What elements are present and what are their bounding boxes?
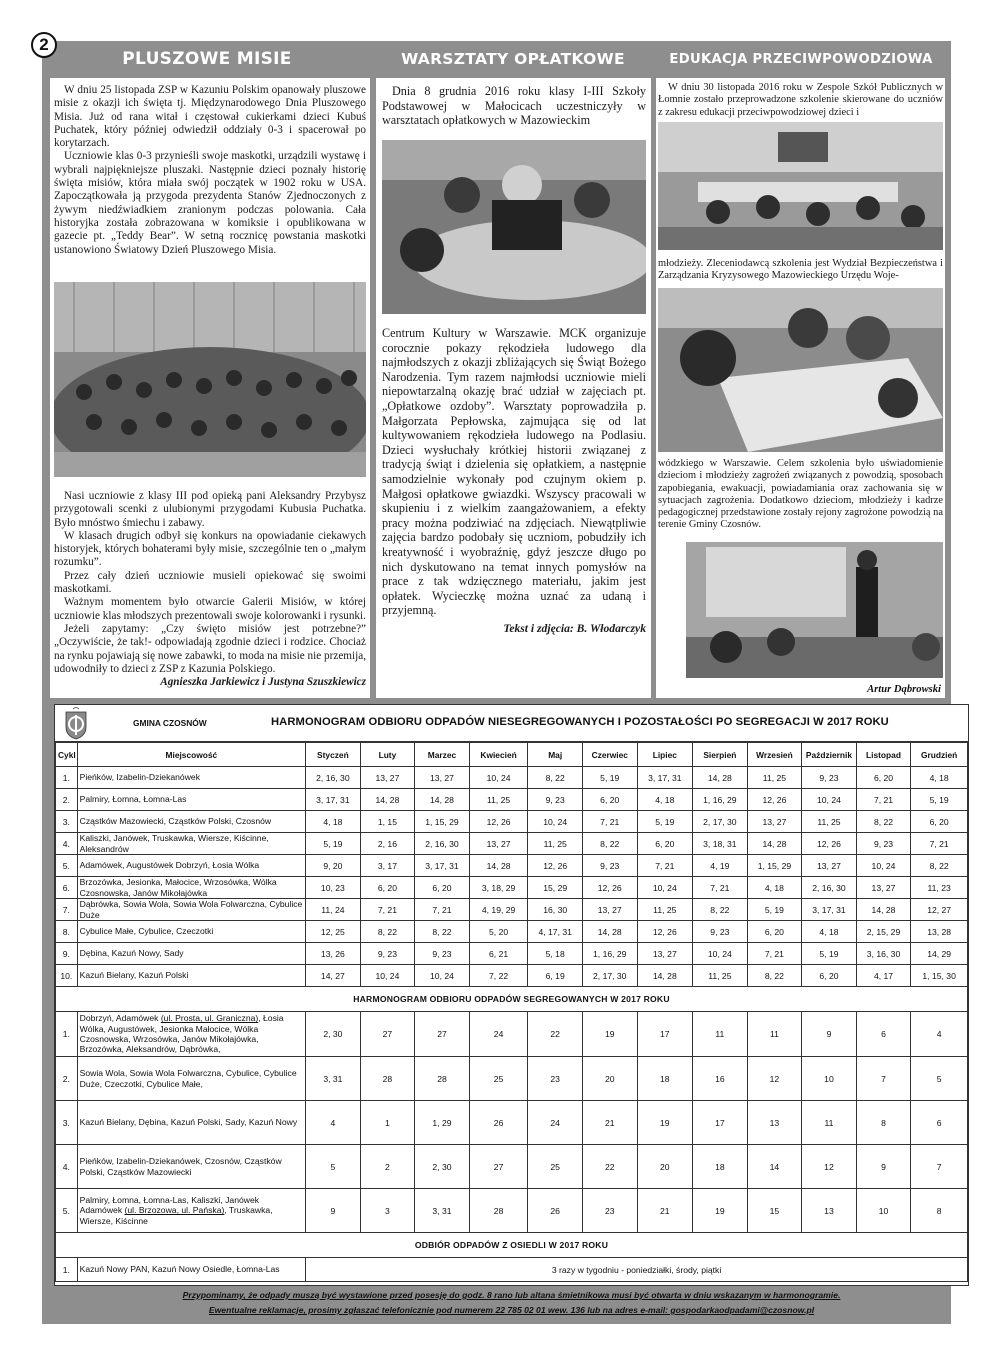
collection-dates: 19 [693, 1189, 748, 1233]
gmina-name: GMINA CZOSNÓW [133, 718, 207, 728]
collection-dates: 1, 16, 29 [582, 943, 637, 965]
collection-dates: 14, 28 [360, 789, 415, 811]
collection-dates: 13, 27 [637, 943, 693, 965]
collection-dates: 10 [802, 1057, 857, 1101]
collection-dates: 3, 31 [415, 1189, 470, 1233]
collection-dates: 11, 25 [747, 767, 802, 789]
collection-dates: 2, 17, 30 [693, 811, 748, 833]
schedule-row-unsorted [56, 965, 968, 987]
collection-dates: 25 [528, 1145, 583, 1189]
collection-dates: 10, 24 [802, 789, 857, 811]
collection-dates: 10, 24 [469, 767, 528, 789]
collection-dates: 14, 28 [637, 965, 693, 987]
collection-dates: 10, 24 [637, 877, 693, 899]
column-header-month: Maj [528, 743, 583, 767]
collection-dates: 7, 21 [637, 855, 693, 877]
place-names: Pieńków, Izabelin-Dziekanówek [77, 767, 306, 789]
heading-edukacja-przeciwpowodziowa: EDUKACJA PRZECIWPOWODZIOWA [669, 51, 933, 67]
section-title-row [56, 1233, 968, 1258]
collection-dates: 4 [306, 1101, 361, 1145]
cycle-number: 9. [56, 943, 78, 965]
author-signature: Tekst i zdjęcia: B. Włodarczyk [503, 621, 646, 635]
collection-dates: 19 [582, 1012, 637, 1057]
collection-dates: 5, 20 [469, 921, 528, 943]
paragraph: W klasach drugich odbył się konkurs na opowiadanie ciekawych historyjek, których bohaterami były misie, szczególnie ten o „małym rozumku”. [54, 529, 366, 569]
collection-dates: 13, 27 [802, 855, 857, 877]
collection-dates: 14, 27 [306, 965, 361, 987]
collection-dates: 8, 22 [582, 833, 637, 855]
collection-dates: 13, 27 [856, 877, 911, 899]
collection-dates: 5, 19 [911, 789, 968, 811]
collection-dates: 13, 27 [469, 833, 528, 855]
collection-dates: 19 [637, 1101, 693, 1145]
collection-dates: 4, 18 [802, 921, 857, 943]
schedule-row-sorted [56, 1145, 968, 1189]
collection-dates: 14, 28 [415, 789, 470, 811]
collection-dates: 2, 15, 29 [856, 921, 911, 943]
collection-dates: 9, 23 [360, 943, 415, 965]
place-names: Kaliszki, Janówek, Truskawka, Wiersze, Kiścinne, Aleksandrów [77, 833, 306, 855]
collection-dates: 20 [582, 1057, 637, 1101]
place-text: Kazuń Bielany, Dębina, Kazuń Polski, Sady, Kazuń Nowy [79, 1117, 298, 1128]
waste-collection-schedule [54, 704, 969, 1286]
collection-dates: 5, 19 [582, 767, 637, 789]
collection-dates: 9, 23 [415, 943, 470, 965]
schedule-row-unsorted [56, 899, 968, 921]
collection-dates: 4, 18 [911, 767, 968, 789]
collection-dates: 10, 24 [415, 965, 470, 987]
collection-dates: 12, 26 [802, 833, 857, 855]
collection-dates: 4, 17, 31 [528, 921, 583, 943]
place-text: Pieńków, Izabelin-Dziekanówek, Czosnów, Cząstków Polski, Cząstków Mazowiecki [79, 1156, 282, 1177]
collection-dates: 14, 28 [856, 899, 911, 921]
collection-dates: 10, 23 [306, 877, 361, 899]
collection-dates: 16 [693, 1057, 748, 1101]
place-names: Dąbrówka, Sowia Wola, Sowia Wola Folwarczna, Cybulice Duże [77, 899, 306, 921]
place-names: Kazuń Bielany, Kazuń Polski [77, 965, 306, 987]
cycle-number: 1. [56, 1258, 78, 1282]
collection-dates: 11, 25 [528, 833, 583, 855]
section-title-estates: ODBIÓR ODPADÓW Z OSIEDLI W 2017 ROKU [56, 1233, 968, 1258]
schedule-row-unsorted [56, 833, 968, 855]
place-names [77, 1189, 306, 1233]
schedule-row-unsorted [56, 877, 968, 899]
photo-instructor-map [686, 542, 943, 678]
collection-dates: 8, 22 [528, 767, 583, 789]
collection-dates: 6, 20 [802, 965, 857, 987]
column-header-month: Wrzesień [747, 743, 802, 767]
collection-dates: 6, 20 [360, 877, 415, 899]
collection-dates: 7, 21 [415, 899, 470, 921]
collection-dates: 3 [360, 1189, 415, 1233]
collection-dates: 14, 28 [582, 921, 637, 943]
collection-dates: 9 [856, 1145, 911, 1189]
column-header-month: Październik [802, 743, 857, 767]
collection-dates: 3, 18, 29 [469, 877, 528, 899]
schedule-row-unsorted [56, 811, 968, 833]
collection-dates: 11, 25 [693, 965, 748, 987]
collection-dates: 5, 18 [528, 943, 583, 965]
page-number: 2 [31, 32, 57, 58]
collection-dates: 12, 27 [911, 899, 968, 921]
collection-dates: 8, 22 [693, 899, 748, 921]
collection-dates: 7 [911, 1145, 968, 1189]
photo-flood-map [658, 288, 943, 452]
collection-dates: 5 [306, 1145, 361, 1189]
paragraph: młodzieży. Zleceniodawcą szkolenia jest Wydział Bezpieczeństwa i Zarządzania Kryzysowego Mazowieckiego Urzędu Woje- [658, 258, 943, 282]
schedule-row-unsorted [56, 855, 968, 877]
paragraph: Centrum Kultury w Warszawie. MCK organizuje corocznie pokazy rękodzieła ludowego dla najmłodszych z okazji zbliżających się Świąt Bożego Narodzenia. Tym razem najmłodsi uczniowie mieli niepowtarzalną okazję brać udział w zajęciach pt. „Opłatkowe ozdoby”. Warsztaty poprowadziła p. Małgorzata Pepłowska, zajmująca się od lat kultywowaniem rękodzieła ludowego na Podlasiu. Dzieci wysłuchały krótkiej historii związanej z tradycją świąt i dzielenia się opłatkiem, a następnie samodzielnie wykonały pod czujnym okiem p. Małgosi opłatkowe gwiazdki. Wszyscy pracowali w skupieniu i z wielkim zaangażowaniem, a efekty pracy można podziwiać na zdjęciach. Niewątpliwie zajęcia bardzo podobały się uczniom, pobudziły ich kreatywność i wyobraźnię, gdyż jeszcze długo po nich dyskutowano na temat innych pomysłów na prace z tak wdzięcznego materiału, jakim jest opłatek. Wycieczkę można uznać za udaną i przyjemną. [382, 326, 646, 618]
cycle-number: 1. [56, 1012, 78, 1057]
author-signature: Artur Dąbrowski [867, 684, 941, 695]
place-names: Brzozówka, Jesionka, Małocice, Wrzosówka, Wólka Czosnowska, Janów Mikołajówka [77, 877, 306, 899]
collection-dates: 22 [528, 1012, 583, 1057]
collection-dates: 7, 21 [360, 899, 415, 921]
collection-dates: 21 [637, 1189, 693, 1233]
collection-dates: 11, 25 [802, 811, 857, 833]
collection-dates: 10, 24 [693, 943, 748, 965]
collection-dates: 28 [415, 1057, 470, 1101]
collection-dates: 26 [469, 1101, 528, 1145]
cycle-number: 6. [56, 877, 78, 899]
article-continued [658, 258, 943, 283]
street-names: (ul. Brzozowa, ul. Pańska) [124, 1205, 225, 1216]
cycle-number: 10. [56, 965, 78, 987]
collection-dates: 14, 29 [911, 943, 968, 965]
place-names: Kazuń Nowy PAN, Kazuń Nowy Osiedle, Łomna-Las [77, 1258, 306, 1282]
schedule-header [55, 705, 968, 742]
collection-dates: 4, 18 [306, 811, 361, 833]
place-names: Cybulice Małe, Cybulice, Czeczotki [77, 921, 306, 943]
collection-dates: 6, 20 [582, 789, 637, 811]
schedule-title: HARMONOGRAM ODBIORU ODPADÓW NIESEGREGOWANYCH I POZOSTAŁOŚCI PO SEGREGACJI W 2017 ROKU [271, 716, 889, 728]
collection-dates: 14, 28 [469, 855, 528, 877]
schedule-table [55, 742, 968, 1282]
collection-dates: 12, 25 [306, 921, 361, 943]
place-text: , Łosia Wólka, Augustówek, Jesionka Małocice, Wólka Czosnowska, Wrzosówka, Janów Mikołajówka, Brzozówka, Aleksandrów, Dąbrówka, [79, 1013, 284, 1055]
cycle-number: 7. [56, 899, 78, 921]
collection-dates: 7, 21 [911, 833, 968, 855]
collection-dates: 6, 20 [637, 833, 693, 855]
collection-dates: 7, 21 [747, 943, 802, 965]
paragraph: W dniu 30 listopada 2016 roku w Zespole Szkół Publicznych w Łomnie zostało przeprowadzone szkolenie skierowane do uczniów z zakresu edukacji przeciwpowodziowej dzieci i [658, 82, 943, 118]
collection-dates: 6 [856, 1012, 911, 1057]
collection-dates: 13 [802, 1189, 857, 1233]
collection-dates: 7 [856, 1057, 911, 1101]
schedule-row-sorted [56, 1101, 968, 1145]
collection-dates: 25 [469, 1057, 528, 1101]
collection-dates: 9 [802, 1012, 857, 1057]
collection-dates: 8, 22 [856, 811, 911, 833]
collection-dates: 6 [911, 1101, 968, 1145]
collection-dates: 1, 29 [415, 1101, 470, 1145]
collection-dates: 8, 22 [747, 965, 802, 987]
collection-dates: 2 [360, 1145, 415, 1189]
collection-dates: 6, 20 [415, 877, 470, 899]
collection-dates: 13, 27 [582, 899, 637, 921]
photo-wafer-workshop [382, 140, 646, 314]
collection-dates: 4, 18 [747, 877, 802, 899]
collection-dates: 11 [693, 1012, 748, 1057]
collection-dates: 5, 19 [306, 833, 361, 855]
collection-dates: 14, 28 [747, 833, 802, 855]
collection-dates: 9, 23 [528, 789, 583, 811]
collection-dates: 8, 22 [360, 921, 415, 943]
collection-dates: 11, 24 [306, 899, 361, 921]
collection-dates: 11 [802, 1101, 857, 1145]
collection-dates: 12, 26 [637, 921, 693, 943]
collection-dates: 22 [582, 1145, 637, 1189]
collection-dates: 7, 21 [693, 877, 748, 899]
author-signature: Agnieszka Jarkiewicz i Justyna Szuszkiewicz [160, 676, 366, 689]
collection-dates: 6, 19 [528, 965, 583, 987]
paragraph: Jeżeli zapytamy: „Czy święto misiów jest potrzebne?” „Oczywiście, że tak!- odpowiadają zgodnie dzieci i rodzice. Chociaż na rynku pojawiają się nowe zabawki, to moda na misie nie przemija, udowodniły to dzieci z ZSP z Kazunia Polskiego. [54, 622, 366, 675]
collection-dates: 28 [360, 1057, 415, 1101]
collection-dates: 28 [469, 1189, 528, 1233]
collection-dates: 21 [582, 1101, 637, 1145]
collection-dates: 9, 23 [693, 921, 748, 943]
place-names [77, 1057, 306, 1101]
collection-dates: 5, 19 [747, 899, 802, 921]
collection-dates: 2, 16, 30 [802, 877, 857, 899]
collection-dates: 24 [528, 1101, 583, 1145]
collection-dates: 27 [415, 1012, 470, 1057]
collection-dates: 15 [747, 1189, 802, 1233]
collection-dates: 9, 23 [856, 833, 911, 855]
collection-dates: 6, 20 [856, 767, 911, 789]
gmina-crest-icon [63, 707, 89, 740]
collection-dates: 1, 15, 29 [415, 811, 470, 833]
collection-dates: 3, 18, 31 [693, 833, 748, 855]
article-edukacja-przeciwpowodziowa [656, 78, 945, 698]
collection-dates: 3, 16, 30 [856, 943, 911, 965]
place-names: Cząstków Mazowiecki, Cząstków Polski, Czosnów [77, 811, 306, 833]
collection-dates: 23 [528, 1057, 583, 1101]
collection-dates: 3, 31 [306, 1057, 361, 1101]
column-header-place: Miejscowość [77, 743, 306, 767]
photo-classroom-training [658, 122, 943, 250]
collection-dates: 1, 15 [360, 811, 415, 833]
collection-dates: 12, 26 [747, 789, 802, 811]
collection-dates: 3, 17, 31 [802, 899, 857, 921]
collection-dates: 3, 17, 31 [415, 855, 470, 877]
section-title-sorted: HARMONOGRAM ODBIORU ODPADÓW SEGREGOWANYCH W 2017 ROKU [56, 987, 968, 1012]
collection-dates: 10, 24 [360, 965, 415, 987]
collection-dates: 1 [360, 1101, 415, 1145]
collection-dates: 9 [306, 1189, 361, 1233]
collection-dates: 8, 22 [911, 855, 968, 877]
column-header-month: Czerwiec [582, 743, 637, 767]
column-header-month: Styczeń [306, 743, 361, 767]
paragraph: Ważnym momentem było otwarcie Galerii Misiów, w której uczniowie klas młodszych prezentowali swoje kolorowanki i rysunki. [54, 596, 366, 622]
article-intro [54, 84, 366, 257]
collection-dates: 11, 25 [469, 789, 528, 811]
collection-dates: 1, 15, 29 [747, 855, 802, 877]
paragraph: Uczniowie klas 0-3 przynieśli swoje maskotki, urządzili wystawę i wybrali najpiękniejsze pluszaki. Następnie dzieci poznały historię święta misiów, która miała swój początek w 1902 roku w USA. Zapoczątkowała ją przygoda prezydenta Stanów Zjednoczonych z żywym niedźwiadkiem zranionym podczas polowania. Cała historyjka została zobrazowana w komiksie i opublikowana w gazecie pt. „Teddy Bear”. W setną rocznicę powstania maskotki ustanowiono Światowy Dzień Pluszowego Misia. [54, 150, 366, 256]
collection-dates: 12, 26 [469, 811, 528, 833]
place-text: Dobrzyń, Adamówek [79, 1013, 161, 1024]
cycle-number: 4. [56, 1145, 78, 1189]
collection-dates: 7, 22 [469, 965, 528, 987]
collection-dates: 12, 26 [528, 855, 583, 877]
place-text: , Truskawka, Wiersze, Kiścinne [79, 1205, 273, 1226]
column-header-month: Kwiecień [469, 743, 528, 767]
complaints-note: Ewentualne reklamacje, prosimy zgłaszać telefonicznie pod numerem 22 785 02 01 wew. 136 lub na adres e-mail: gospodarkaodpadami@czosnow.pl [208, 1305, 815, 1315]
collection-dates: 9, 23 [802, 767, 857, 789]
column-header-month: Luty [360, 743, 415, 767]
place-text: Palmiry, Łomna, Łomna-Las, Kaliszki, Janówek Adamówek [79, 1195, 260, 1216]
column-header-cycle: Cykl [56, 743, 78, 767]
schedule-row-unsorted [56, 943, 968, 965]
cycle-number: 1. [56, 767, 78, 789]
place-names: Dębina, Kazuń Nowy, Sady [77, 943, 306, 965]
column-header-month: Listopad [856, 743, 911, 767]
heading-pluszowe-misie: PLUSZOWE MISIE [122, 49, 292, 69]
collection-dates: 2, 17, 30 [582, 965, 637, 987]
collection-dates: 6, 20 [747, 921, 802, 943]
schedule-row-unsorted [56, 921, 968, 943]
collection-dates: 8 [856, 1101, 911, 1145]
collection-dates: 10 [856, 1189, 911, 1233]
schedule-row-unsorted [56, 767, 968, 789]
collection-dates: 24 [469, 1012, 528, 1057]
collection-dates: 23 [582, 1189, 637, 1233]
collection-dates: 6, 20 [911, 811, 968, 833]
place-text: Sowia Wola, Sowia Wola Folwarczna, Cybulice, Cybulice Duże, Czeczotki, Cybulice Małe, [79, 1068, 297, 1089]
photo-group-teddy-bears [54, 282, 366, 477]
schedule-row-sorted [56, 1057, 968, 1101]
collection-dates: 4 [911, 1012, 968, 1057]
collection-dates: 5, 19 [637, 811, 693, 833]
cycle-number: 8. [56, 921, 78, 943]
collection-dates: 10, 24 [856, 855, 911, 877]
collection-dates: 18 [693, 1145, 748, 1189]
collection-dates: 11, 25 [637, 899, 693, 921]
collection-dates: 9, 23 [582, 855, 637, 877]
schedule-header-row [56, 743, 968, 767]
collection-dates: 2, 16, 30 [415, 833, 470, 855]
collection-dates: 5 [911, 1057, 968, 1101]
cycle-number: 2. [56, 789, 78, 811]
paragraph: wódzkiego w Warszawie. Celem szkolenia było uświadomienie dzieciom i młodzieży zagrożeń związanych z powodzią, sposobach zapobiegania, ewakuacji, powiadamiania oraz zachowania się w sytuacjach zagrożenia. Dodatkowo dzieciom, młodzieży i kadrze pedagogicznej przedstawione zostały rejony zagrożone powodzią na terenie Gminy Czosnów. [658, 458, 943, 531]
collection-dates: 27 [360, 1012, 415, 1057]
collection-dates: 2, 30 [415, 1145, 470, 1189]
collection-dates: 4, 19, 29 [469, 899, 528, 921]
collection-dates: 5, 19 [802, 943, 857, 965]
collection-dates: 13, 26 [306, 943, 361, 965]
cycle-number: 5. [56, 855, 78, 877]
place-names [77, 1101, 306, 1145]
collection-dates: 13, 27 [747, 811, 802, 833]
collection-dates: 20 [637, 1145, 693, 1189]
collection-dates: 10, 24 [528, 811, 583, 833]
cycle-number: 3. [56, 1101, 78, 1145]
article-warsztaty-oplatkowe [376, 78, 651, 698]
article-pluszowe-misie [50, 78, 370, 698]
collection-dates: 1, 15, 30 [911, 965, 968, 987]
collection-dates: 17 [637, 1012, 693, 1057]
article-body [382, 326, 646, 636]
place-names: Adamówek, Augustówek Dobrzyń, Łosia Wólka [77, 855, 306, 877]
collection-dates: 13, 27 [415, 767, 470, 789]
collection-dates: 7, 21 [856, 789, 911, 811]
collection-dates: 6, 21 [469, 943, 528, 965]
street-names: (ul. Prosta, ul. Graniczna) [160, 1013, 259, 1024]
collection-dates: 27 [469, 1145, 528, 1189]
collection-dates: 14 [747, 1145, 802, 1189]
schedule-row-sorted [56, 1189, 968, 1233]
collection-dates: 4, 17 [856, 965, 911, 987]
section-title-row [56, 987, 968, 1012]
article-intro [658, 82, 943, 119]
collection-dates: 4, 18 [637, 789, 693, 811]
collection-dates: 14, 28 [693, 767, 748, 789]
collection-dates: 16, 30 [528, 899, 583, 921]
paragraph: Nasi uczniowie z klasy III pod opieką pani Aleksandry Przybysz przygotowali scenki z ulubionymi przygodami Kubusia Puchatka. Było mnóstwo śmiechu i zabawy. [54, 490, 366, 529]
schedule-row-unsorted [56, 789, 968, 811]
paragraph: Przez cały dzień uczniowie musieli opiekować się swoimi maskotkami. [54, 569, 366, 596]
collection-dates: 12 [747, 1057, 802, 1101]
collection-dates: 11 [747, 1012, 802, 1057]
collection-dates: 18 [637, 1057, 693, 1101]
place-names: Palmiry, Łomna, Łomna-Las [77, 789, 306, 811]
article-body [54, 490, 366, 689]
article-intro [382, 84, 646, 128]
place-names [77, 1145, 306, 1189]
collection-dates: 3, 17 [360, 855, 415, 877]
collection-dates: 8 [911, 1189, 968, 1233]
collection-dates: 11, 23 [911, 877, 968, 899]
paragraph: W dniu 25 listopada ZSP w Kazuniu Polskim opanowały pluszowe misie z okazji ich święta tj. Międzynarodowego Dnia Pluszowego Misia. Już od rana witał i częstował cukierkami dzieci Kubuś Puchatek, który później odwiedził oddziały 0-3 i spacerował po korytarzach. [54, 84, 366, 150]
collection-dates: 4, 19 [693, 855, 748, 877]
estate-schedule: 3 razy w tygodniu - poniedziałki, środy, piątki [306, 1258, 968, 1282]
heading-warsztaty-oplatkowe: WARSZTATY OPŁATKOWE [401, 50, 625, 68]
collection-dates: 7, 21 [582, 811, 637, 833]
collection-dates: 2, 30 [306, 1012, 361, 1057]
collection-dates: 13 [747, 1101, 802, 1145]
column-header-month: Marzec [415, 743, 470, 767]
collection-dates: 13, 27 [360, 767, 415, 789]
collection-dates: 12, 26 [582, 877, 637, 899]
paragraph: Dnia 8 grudnia 2016 roku klasy I-III Szkoły Podstawowej w Małocicach uczestniczyły w warsztatach opłatkowych w Mazowieckim [382, 84, 646, 128]
collection-dates: 12 [802, 1145, 857, 1189]
reminder-note: Przypominamy, że odpady muszą być wystawione przed posesję do godz. 8 rano lub altana śmietnikowa musi być otwarta w dniu wskazanym w harmonogramie. [182, 1290, 841, 1300]
collection-dates: 8, 22 [415, 921, 470, 943]
cycle-number: 4. [56, 833, 78, 855]
column-header-month: Grudzień [911, 743, 968, 767]
cycle-number: 5. [56, 1189, 78, 1233]
collection-dates: 2, 16, 30 [306, 767, 361, 789]
column-header-month: Lipiec [637, 743, 693, 767]
column-header-month: Sierpień [693, 743, 748, 767]
place-names [77, 1012, 306, 1057]
collection-dates: 3, 17, 31 [306, 789, 361, 811]
cycle-number: 2. [56, 1057, 78, 1101]
collection-dates: 1, 16, 29 [693, 789, 748, 811]
collection-dates: 17 [693, 1101, 748, 1145]
collection-dates: 15, 29 [528, 877, 583, 899]
cycle-number: 3. [56, 811, 78, 833]
article-conclusion [658, 458, 943, 532]
collection-dates: 9, 20 [306, 855, 361, 877]
schedule-row-sorted [56, 1012, 968, 1057]
collection-dates: 26 [528, 1189, 583, 1233]
collection-dates: 2, 16 [360, 833, 415, 855]
collection-dates: 13, 28 [911, 921, 968, 943]
collection-dates: 3, 17, 31 [637, 767, 693, 789]
schedule-row-estates [56, 1258, 968, 1282]
